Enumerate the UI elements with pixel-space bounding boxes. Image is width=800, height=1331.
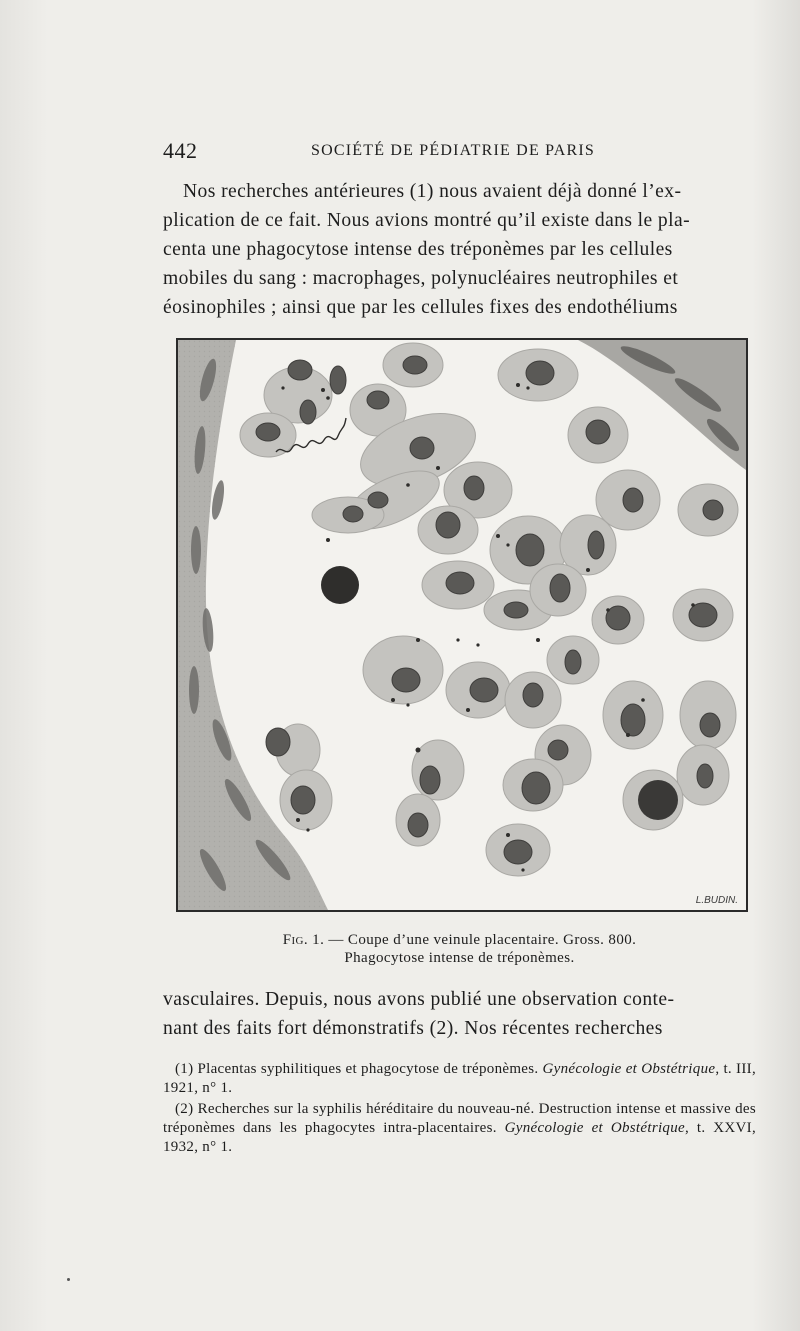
paragraph-1 — [163, 177, 756, 322]
footnote-reference: , t. XXVI, 1932, n° 1. — [163, 1120, 756, 1155]
footnote-2 — [163, 1100, 756, 1157]
footnotes — [163, 1060, 756, 1157]
paragraph-2 — [163, 985, 756, 1043]
running-head: SOCIÉTÉ DE PÉDIATRIE DE PARIS — [311, 142, 595, 159]
caption-text: — Coupe d’une veinule placentaire. Gross. 800. — [324, 932, 637, 948]
footnote-1 — [163, 1060, 756, 1098]
text-line: plication de ce fait. Nous avions montré qu’il existe dans le pla- — [163, 210, 690, 231]
lymphocyte-dark — [638, 780, 678, 820]
text-line: éosinophiles ; ainsi que par les cellules fixes des endothéliums — [163, 297, 678, 318]
placental-venule-drawing — [178, 340, 746, 910]
page-header — [163, 138, 758, 164]
caption-label: Fig. 1. — [282, 932, 325, 948]
footnote-journal: Gynécologie et Obstétrique — [504, 1120, 685, 1136]
text-line: mobiles du sang : macrophages, polynucléaires neutrophiles et — [163, 268, 679, 289]
text-line: vasculaires. Depuis, nous avons publié une observation conte- — [163, 989, 675, 1010]
footnote-text: (1) Placentas syphilitiques et phagocytose de tréponèmes. — [175, 1061, 543, 1077]
figure-caption-line-1 — [163, 931, 756, 949]
footnote-text: (2) Recherches sur la syphilis héréditaire du nouveau-né. Destruction intense et massive des tréponèmes dans les phagocytes intra-placentaires. — [163, 1101, 756, 1136]
figure-illustration — [176, 338, 748, 912]
figure-caption-line-2: Phagocytose intense de tréponèmes. — [344, 950, 575, 966]
page-number: 442 — [163, 138, 198, 163]
lymphocyte-dark — [321, 566, 359, 604]
paper-speck — [67, 1278, 70, 1281]
footnote-journal: Gynécologie et Obstétrique — [542, 1061, 716, 1077]
text-line: Nos recherches antérieures (1) nous avaient déjà donné l’ex- — [183, 181, 682, 202]
text-line: centa une phagocytose intense des tréponèmes par les cellules — [163, 239, 673, 260]
text-line: nant des faits fort démonstratifs (2). Nos récentes recherches — [163, 1018, 663, 1039]
illustrator-signature: L.BUDIN. — [695, 895, 738, 906]
footnote-reference: , t. III, 1921, n° 1. — [163, 1061, 756, 1096]
